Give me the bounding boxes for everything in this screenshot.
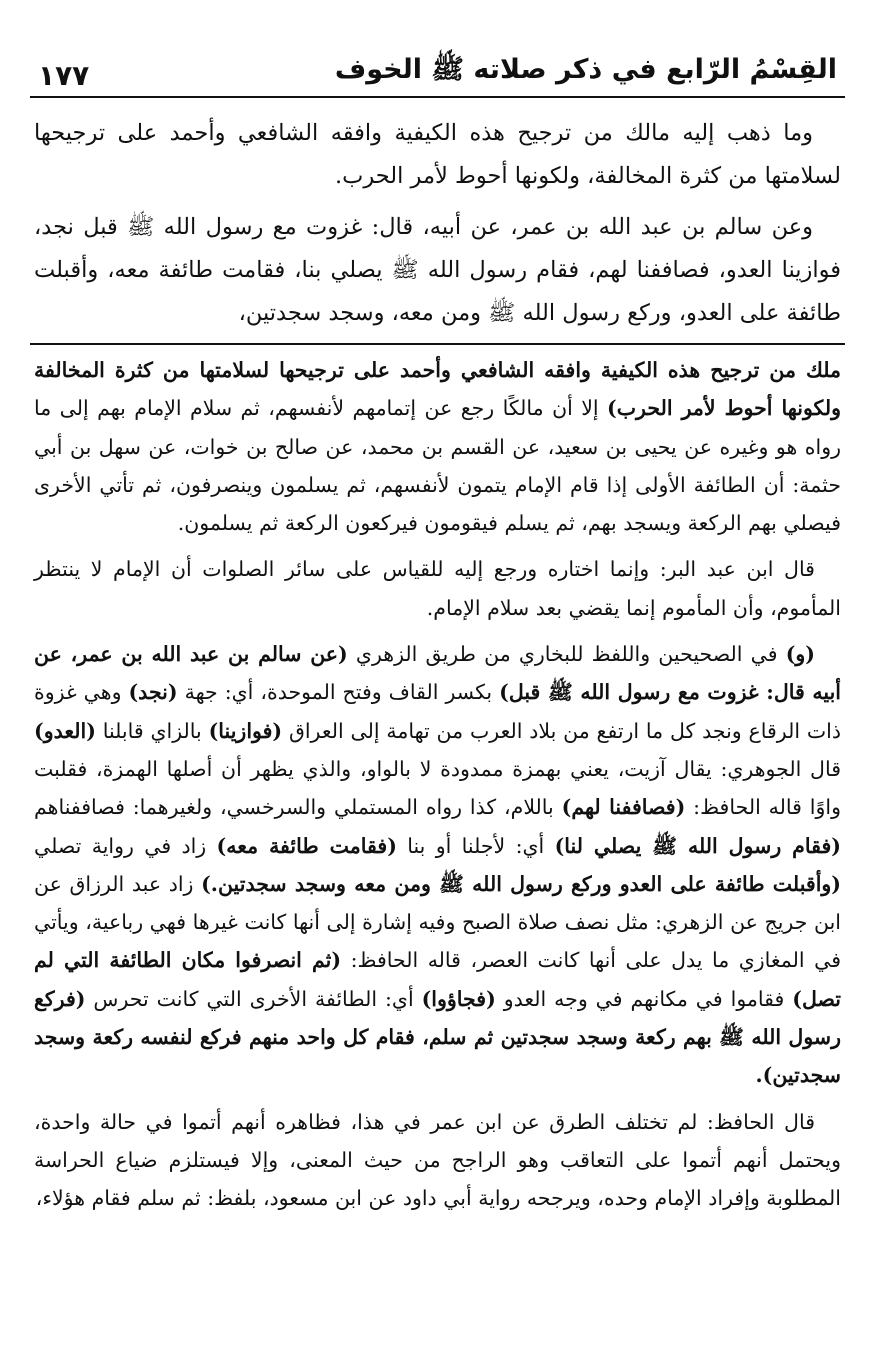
commentary-paragraph (34, 351, 841, 542)
quoted-phrase: ملك من ترجيح هذه الكيفية وافقه الشافعي وأحمد على ترجيحها لسلامتها من كثرة المخالفة ولكونها أحوط لأمر الحرب) (34, 358, 841, 421)
commentary-text-run: في الصحيحين واللفظ للبخاري من طريق الزهري (347, 642, 786, 667)
quoted-phrase: (نجد) (128, 680, 178, 705)
quoted-phrase: (و) (785, 642, 815, 667)
commentary-paragraph (34, 635, 841, 1095)
commentary-text-run: أي: الطائفة الأخرى التي كانت تحرس (85, 986, 422, 1011)
commentary-paragraph: قال الحافظ: لم تختلف الطرق عن ابن عمر في هذا، فظاهره أنهم أتموا في حالة واحدة، ويحتمل أنهم أتموا على التعاقب وهو الراجح من حيث المعنى، وإلا فيستلزم ضياع الحراسة المطلوبة وإفراد الإمام وحده، ويرجحه رواية أبي داود عن ابن مسعود، بلفظ: ثم سلم فقام هؤلاء، (34, 1109, 841, 1211)
quoted-phrase: (عن سالم بن عبد الله بن عمر، عن أبيه قال: غزوت مع رسول الله ﷺ قبل) (34, 642, 841, 705)
chapter-title: القِسْمُ الرّابع في ذكر صلاته ﷺ الخوف (334, 54, 837, 85)
commentary-text-run: بالزاي قابلنا (95, 718, 209, 743)
quoted-phrase: (فقامت طائفة معه) (216, 833, 397, 858)
commentary-text-run: وهي غزوة ذات الرقاع ونجد كل ما ارتفع من بلاد العرب من تهامة إلى العراق (34, 680, 841, 743)
commentary-text-run: زاد عبد الرزاق عن ابن جريج عن الزهري: مثل نصف صلاة الصبح وفيه إشارة إلى أنها كانت غيرها فهي رباعية، ويأتي في المغازي ما يدل على أنها كانت العصر، قاله الحافظ: (34, 871, 841, 973)
quoted-phrase: (فوازينا) (208, 718, 283, 743)
quoted-phrase: (العدو) (34, 718, 96, 743)
main-paragraph: وما ذهب إليه مالك من ترجيح هذه الكيفية وافقه الشافعي وأحمد على ترجيحها لسلامتها من كثرة المخالفة، ولكونها أحوط لأمر الحرب. (34, 120, 841, 189)
quoted-phrase: (ثم انصرفوا مكان الطائفة التي لم تصل) (34, 948, 841, 1011)
commentary-text-run: بكسر القاف وفتح الموحدة، أي: جهة (177, 680, 500, 705)
quoted-phrase: (فصاففنا لهم) (561, 795, 686, 820)
quoted-phrase: (فقام رسول الله ﷺ يصلي لنا) (554, 833, 841, 858)
commentary-text (30, 351, 845, 1218)
quoted-phrase: (فجاؤوا) (421, 986, 496, 1011)
main-text (30, 112, 845, 335)
page-number: ١٧٧ (38, 59, 90, 92)
commentary-text-run: زاد في رواية تصلي (34, 833, 217, 858)
commentary-text-run: قال الجوهري: يقال آزيت، يعني بهمزة ممدودة لا بالواو، والذي يظهر أن أصلها الهمزة، فقلبت واوًا قاله الحافظ: (34, 756, 841, 820)
main-paragraph: وعن سالم بن عبد الله بن عمر، عن أبيه، قال: غزوت مع رسول الله ﷺ قبل نجد، فوازينا العدو، فصاففنا لهم، فقام رسول الله ﷺ يصلي بنا، فقامت طائفة معه، وأقبلت طائفة على العدو، وركع رسول الله ﷺ ومن معه، وسجد سجدتين، (34, 214, 841, 326)
commentary-divider (30, 343, 845, 345)
commentary-text-run: إلا أن مالكًا رجع عن إتمامهم لأنفسهم، ثم سلام الإمام بهم إلى ما رواه هو وغيره عن يحيى بن سعيد، عن القسم بن محمد، عن صالح بن خوات، عن سهل بن أبي حثمة: أن الطائفة الأولى إذا قام الإمام يتمون لأنفسهم، ثم يسلمون وينصرفون، ثم تأتي الأخرى فيصلي بهم الركعة ويسجد بهم، ثم يسلم فيقومون فيركعون الركعة ثم يسلمون. (34, 396, 841, 536)
commentary-text-run: فقاموا في مكانهم في وجه العدو (495, 986, 793, 1011)
commentary-text-run: أي: لأجلنا أو بنا (396, 833, 555, 858)
commentary-paragraph: قال ابن عبد البر: وإنما اختاره ورجع إليه للقياس على سائر الصلوات أن الإمام لا ينتظر المأموم، وأن المأموم إنما يقضي بعد سلام الإمام. (34, 557, 841, 620)
commentary-text-run: باللام، كذا رواه المستملي والسرخسي، ولغيرهما: فصاففناهم (34, 795, 562, 820)
quoted-phrase: (فركع رسول الله ﷺ بهم ركعة وسجد سجدتين ثم سلم، فقام كل واحد منهم فركع لنفسه ركعة وسجد سجدتين). (34, 986, 841, 1088)
book-page (30, 40, 845, 1340)
running-header (30, 40, 845, 98)
quoted-phrase: (وأقبلت طائفة على العدو وركع رسول الله ﷺ ومن معه وسجد سجدتين.) (201, 871, 841, 896)
